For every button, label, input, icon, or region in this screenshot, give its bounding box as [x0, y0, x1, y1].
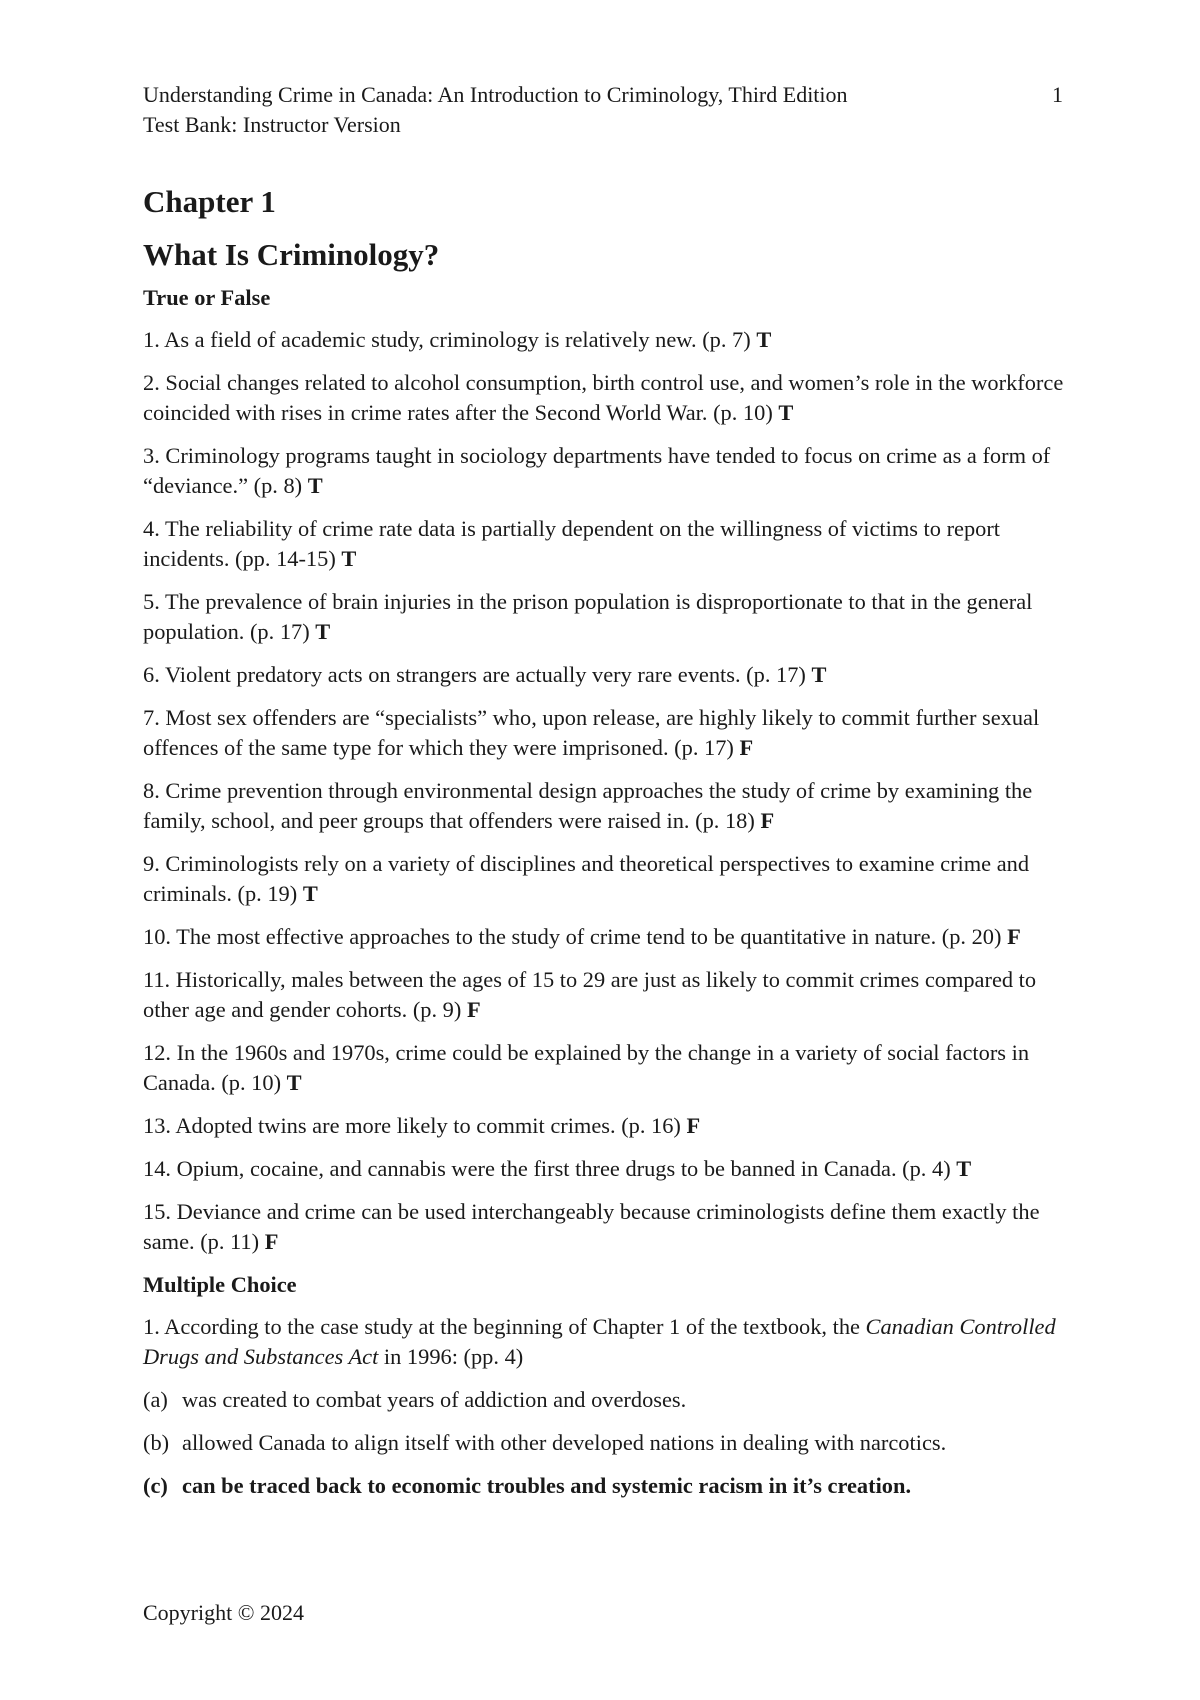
answer-key: F [739, 735, 754, 760]
tf-question-14 [143, 1154, 1065, 1184]
option-letter: (a) [143, 1387, 168, 1412]
tf-question-3 [143, 441, 1065, 501]
answer-key: T [286, 1070, 302, 1095]
question-text: 8. Crime prevention through environmental design approaches the study of crime by examining the family, school, and peer groups that offenders were raised in. (p. 18) [143, 778, 1033, 833]
act-name: Canadian Controlled Drugs and Substances Act [143, 1314, 1056, 1369]
question-text: 1. According to the case study at the beginning of Chapter 1 of the textbook, the [143, 1314, 866, 1339]
answer-key: F [1007, 924, 1021, 949]
mc-question-1 [143, 1312, 1065, 1372]
page-content [143, 182, 1065, 1514]
question-text: 13. Adopted twins are more likely to commit crimes. (p. 16) [143, 1113, 681, 1138]
option-letter: (b) [143, 1430, 170, 1455]
mc-option-a [143, 1385, 1065, 1415]
answer-key: T [956, 1156, 972, 1181]
question-text: 12. In the 1960s and 1970s, crime could be explained by the change in a variety of social factors in Canada. (p. 10) [143, 1040, 1030, 1095]
question-text: 15. Deviance and crime can be used interchangeably because criminologists define them exactly the same. (p. 11) [143, 1199, 1040, 1254]
tf-question-15 [143, 1197, 1065, 1257]
question-text: 6. Violent predatory acts on strangers are actually very rare events. (p. 17) [143, 662, 806, 687]
answer-key: F [264, 1229, 279, 1254]
question-text: 7. Most sex offenders are “specialists” who, upon release, are highly likely to commit further sexual offences of the same type for which they were imprisoned. (p. 17) [143, 705, 1040, 760]
answer-key: T [302, 881, 318, 906]
tf-question-12 [143, 1038, 1065, 1098]
question-text: 4. The reliability of crime rate data is partially dependent on the willingness of victims to report incidents. (pp. 14-15) [143, 516, 1001, 571]
answer-key: T [811, 662, 827, 687]
question-text: 10. The most effective approaches to the study of crime tend to be quantitative in nature. (p. 20) [143, 924, 1002, 949]
answer-key: F [686, 1113, 701, 1138]
question-text: 5. The prevalence of brain injuries in the prison population is disproportionate to that in the general population. (p. 17) [143, 589, 1033, 644]
question-text: 11. Historically, males between the ages of 15 to 29 are just as likely to commit crimes compared to other age and gender cohorts. (p. 9) [143, 967, 1037, 1022]
tf-question-5 [143, 587, 1065, 647]
answer-key: T [778, 400, 794, 425]
question-text: 2. Social changes related to alcohol consumption, birth control use, and women’s role in the workforce coincided with rises in crime rates after the Second World War. (p. 10) [143, 370, 1064, 425]
multiple-choice-heading: Multiple Choice [143, 1272, 297, 1297]
question-text: 1. As a field of academic study, criminology is relatively new. (p. 7) [143, 327, 751, 352]
option-text: was created to combat years of addiction and overdoses. [182, 1387, 687, 1412]
book-title: Understanding Crime in Canada: An Introduction to Criminology, Third Edition [143, 82, 848, 107]
tf-question-10 [143, 922, 1065, 952]
chapter-label: Chapter 1 [143, 184, 276, 219]
page-header [143, 80, 1063, 140]
question-text-suffix: in 1996: (pp. 4) [378, 1344, 524, 1369]
tf-question-11 [143, 965, 1065, 1025]
option-text: allowed Canada to align itself with other developed nations in dealing with narcotics. [182, 1430, 947, 1455]
mc-option-c-correct [143, 1471, 1065, 1501]
mc-option-b [143, 1428, 1065, 1458]
answer-key: F [466, 997, 481, 1022]
tf-question-6 [143, 660, 1065, 690]
tf-question-9 [143, 849, 1065, 909]
page-number: 1 [1052, 82, 1063, 107]
chapter-title: What Is Criminology? [143, 237, 440, 272]
answer-key: T [341, 546, 357, 571]
answer-key: T [307, 473, 323, 498]
question-text: 3. Criminology programs taught in sociology departments have tended to focus on crime as a form of “deviance.” (p. 8) [143, 443, 1051, 498]
tf-question-1 [143, 325, 1065, 355]
question-text: 9. Criminologists rely on a variety of disciplines and theoretical perspectives to examine crime and criminals. (p. 19) [143, 851, 1030, 906]
test-bank-subtitle: Test Bank: Instructor Version [143, 112, 401, 137]
true-false-heading: True or False [143, 285, 271, 310]
tf-question-8 [143, 776, 1065, 836]
question-text: 14. Opium, cocaine, and cannabis were the first three drugs to be banned in Canada. (p. 4) [143, 1156, 951, 1181]
tf-question-4 [143, 514, 1065, 574]
answer-key: T [756, 327, 772, 352]
tf-question-7 [143, 703, 1065, 763]
option-letter: (c) [143, 1473, 168, 1498]
tf-question-2 [143, 368, 1065, 428]
copyright-footer: Copyright © 2024 [143, 1600, 304, 1625]
tf-question-13 [143, 1111, 1065, 1141]
answer-key: T [315, 619, 331, 644]
option-text: can be traced back to economic troubles and systemic racism in it’s creation. [182, 1473, 912, 1498]
answer-key: F [760, 808, 775, 833]
